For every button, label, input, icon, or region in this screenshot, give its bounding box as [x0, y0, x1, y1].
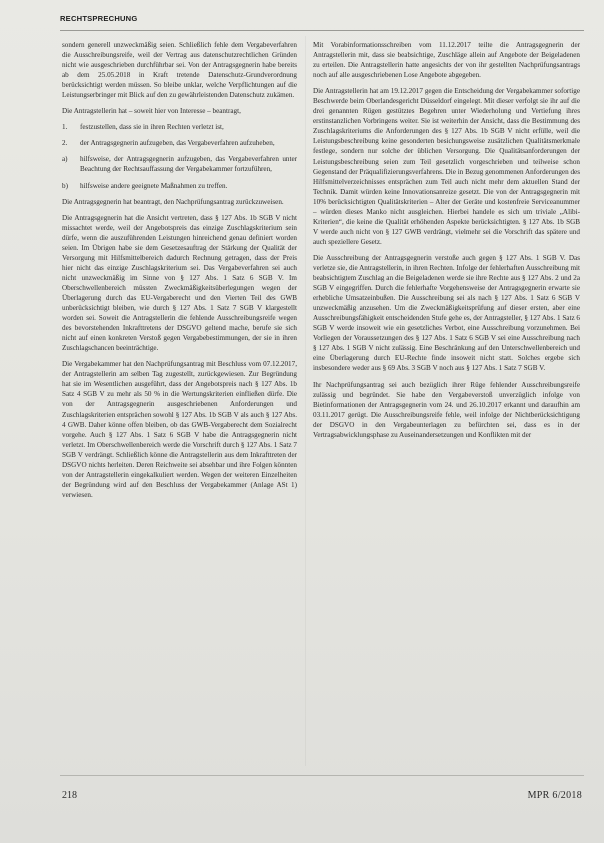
- left-paragraph-4: Die Antragsgegnerin hat die Ansicht vertreten, dass § 127 Abs. 1b SGB V nicht missachtet werde, weil der Angebotspreis das einzige Zuschlagskriterium sein dürfe, wenn die auszuführenden Leistungen hinreichend genau definiert worden seien. Im Übrigen habe sie dem Gesetzesauftrag der Stärkung der Qualität der Versorgung mit Hilfsmittelbereich dadurch Rechnung getragen, dass der Preis hier nicht das einzige Zuschlagskriterium sei. Das Vergabeverfahren sei auch nicht unzweckmäßig im Sinne von § 127 Abs. 1 Satz 6 SGB V. Im Oberschwellenbereich müssten Zweckmäßigkeitsüberlegungen wegen der Überlagerung durch das EU-Vergaberecht und den Vierten Teil des GWB unberücksichtigt bleiben, wie durch § 127 Abs. 1 Satz 7 SGB V klargestellt worden sei. Soweit die Antragstellerin die fehlende Ausschreibungsreife wegen des bevorstehenden Inkrafttretens der DSGVO geltend mache, berufe sie sich nicht auf einen konkreten Verstoß gegen Vergabebestimmungen, der sie in ihren Zuschlagschancen beeinträchtige.: [62, 213, 297, 353]
- list-text: hilfsweise, der Antragsgegnerin aufzugeben, das Vergabeverfahren unter Beachtung der Rechtsauffassung der Vergabekammer fortzuführen,: [80, 155, 297, 174]
- list-marker: a): [62, 155, 68, 164]
- footer-rule: [60, 775, 584, 776]
- left-paragraph-2: Die Antragstellerin hat – soweit hier von Interesse – beantragt,: [62, 107, 241, 116]
- left-paragraph-1: sondern generell unzweckmäßig seien. Schließlich fehle dem Vergabeverfahren die Ausschreibungsreife, weil der Vertrag aus datenschutzrechtlichen Gründen nicht wie ausgeschrieben durchführbar sei. Von der Antragsgegnerin habe bereits ab dem 25.05.2018 in Kraft tretende Datenschutz-Grundverordnung berücksichtigt werden müssen. So bleibe unklar, welche Verpflichtungen auf die Leistungserbringer mit Blick auf den zu gewährleistenden Datenschutz zukämen.: [62, 41, 297, 100]
- left-paragraph-5: Die Vergabekammer hat den Nachprüfungsantrag mit Beschluss vom 07.12.2017, der Antragstellerin am selben Tag zugestellt, zurückgewiesen. Zur Begründung hat sie im Wesentlichen ausgeführt, dass der Angebotspreis nach § 127 Abs. 1b Satz 4 SGB V zu mehr als 50 % in die Wertungskriterien einfließen dürfe. Die von der Antragsgegnerin ausgeschriebenen Anforderungen und Zuschlagskriterien entsprächen sowohl § 127 Abs. 1b SGB V als auch § 127 Abs. 4 GWB. Daher könne offen bleiben, ob das GWB-Vergaberecht dem Sozialrecht vorgehe. Auch § 127 Abs. 1 Satz 6 SGB V habe die Antragsgegnerin nicht verletzt. Im Oberschwellenbereich werde die Vorschrift durch § 127 Abs. 1 Satz 7 SGB V verdrängt. Schließlich könne die Antragstellerin aus dem Inkrafttreten der DSGVO nichts herleiten. Deren Reichweite sei absehbar und ihre Folgen könnten von der Antragstellerin eingekalkuliert werden. Wegen der weiteren Einzelheiten der Begründung wird auf den Beschluss der Vergabekammer (Anlage ASt 1) verwiesen.: [62, 360, 297, 499]
- motion-item-1: [62, 122, 297, 132]
- left-paragraph-3: Die Antragsgegnerin hat beantragt, den Nachprüfungsantrag zurückzuweisen.: [62, 197, 284, 206]
- list-marker: 2.: [62, 139, 68, 148]
- header-rule: [60, 30, 584, 31]
- right-paragraph-4: Ihr Nachprüfungsantrag sei auch bezüglich ihrer Rüge fehlender Ausschreibungsreife zulässig und begründet. Sie habe den Vergabeverstoß unverzüglich infolge von Bietinformationen der Antragsgegnerin vom 24. und 26.10.2017 erkannt und daraufhin am 03.11.2017 gerügt. Die Ausschreibungsreife fehle, weil infolge der Nichtberücksichtigung der DSGVO in den Vergabeunterlagen zu befürchten sei, dass es in der Vertragsabwicklungsphase zu Auseinandersetzungen und Konflikten mit der: [313, 380, 580, 439]
- list-text: festzustellen, dass sie in ihren Rechten verletzt ist,: [80, 123, 224, 132]
- page-crease: [305, 36, 306, 766]
- list-marker: 1.: [62, 123, 68, 132]
- left-column: [62, 40, 297, 500]
- right-paragraph-2: Die Antragstellerin hat am 19.12.2017 gegen die Entscheidung der Vergabekammer sofortige Beschwerde beim Oberlandesgericht Düsseldorf eingelegt. Mit dieser verfolgt sie ihr auf die drei genannten Rügen gestütztes Begehren unter Wiederholung und Vertiefung ihres erstinstanzlichen Vorbringens weiter. Sie ist weiterhin der Ansicht, dass die Bestimmung des Zuschlagskriteriums die Anforderungen des § 127 Abs. 1b SGB V nicht erfülle, weil die Leistungsbeschreibung keine gesonderten besichungsweise zusätzlichen Qualitätsmerkmale festlege, sondern nur solche der üblichen Versorgung. Die Qualitätsanforderungen der Leistungsbeschreibung seien zum Teil gesetzlich vorgeschrieben und teilweise schon Gegenstand der Präqualifizierungsverfahrens. Die in Bezug genommenen Anforderungen des Hilfsmittelverzeichnisses entsprächen zum Teil auch nicht mehr dem aktuellen Stand der Technik. Damit würden keine Innovationsanreize gesetzt. Die von der Antragsgegnerin mit 10% berücksichtigten Qualitätskriterien – Alter der Geräte und kostenfreie Serviceanummer – würden dieses Manko nicht ausgleichen. Hierbei handele es sich um triviale „Alibi-Kriterien“, die keine die Qualität erhöhenden Aspekte berücksichtigten. § 127 Abs. 1b SGB V werde auch nicht von § 127 GWB verdrängt, vielmehr sei die Vorschrift das spätere und auch speziellere Gesetz.: [313, 87, 580, 246]
- right-paragraph-3: Die Ausschreibung der Antragsgegnerin verstoße auch gegen § 127 Abs. 1 SGB V. Das verletze sie, die Antragstellerin, in ihren Rechten. Infolge der fehlerhaften Ausschreibung mit beabsichtigtem Zuschlag an die Beigeladenen werde sie ihre Rechte aus § 127 Abs. 2 und 2a SGB V eingegriffen. Durch die fehlerhafte Vorgehensweise der Antragsgegnerin erwarte sie erhebliche Umsatzeinbußen. Die Ausschreibung sei als nach § 127 Abs. 1 Satz 6 SGB V unzweckmäßig anzusehen. Um die Zweckmäßigkeitsprüfung auf dieser ersten, aber eine Ausschreibungsfähigkeit entscheidenden Stufe gehe es, der Antragsteller, § 127 Abs. 1 Satz 6 SGB V werde insoweit wie ein gesetzliches Verbot, eine Ausschreibung vorzunehmen. Bei Vorliegen der Voraussetzungen des § 127 Abs. 1 Satz 6 SGB V sei eine Ausschreibung nach § 127 Abs. 1 SGB V nicht zulässig. Eine Beschränkung auf den Unterschwellenbereich und eine Überlagerung durch EU-Rechte finde insoweit nicht statt. Solches ergebe sich insbesondere weder aus § 69 Abs. 3 SGB V noch aus § 127 Abs. 1 Satz 7 SGB V.: [313, 253, 580, 373]
- list-marker: b): [62, 181, 68, 190]
- list-text: hilfsweise andere geeignete Maßnahmen zu treffen.: [80, 181, 228, 190]
- right-column: [313, 40, 580, 440]
- journal-issue: MPR 6/2018: [527, 790, 582, 801]
- motion-item-2: [62, 138, 297, 148]
- page-number: 218: [62, 790, 77, 801]
- right-paragraph-1: Mit Vorabinformationsschreiben vom 11.12.2017 teilte die Antragsgegnerin der Antragstellerin mit, dass sie beabsichtige, Zuschläge allein auf Angebote der Beigeladenen zu erteilen. Die Antragstellerin hatte angesichts der von ihr gestellten Nachprüfungsantrags noch auf alle ausgeschriebenen Lose Angebote abgegeben.: [313, 41, 580, 80]
- motion-item-b: [62, 181, 297, 191]
- section-header: RECHTSPRECHUNG: [60, 14, 138, 23]
- list-text: der Antragsgegnerin aufzugeben, das Vergabeverfahren aufzuheben,: [80, 139, 275, 148]
- motion-item-a: [62, 154, 297, 174]
